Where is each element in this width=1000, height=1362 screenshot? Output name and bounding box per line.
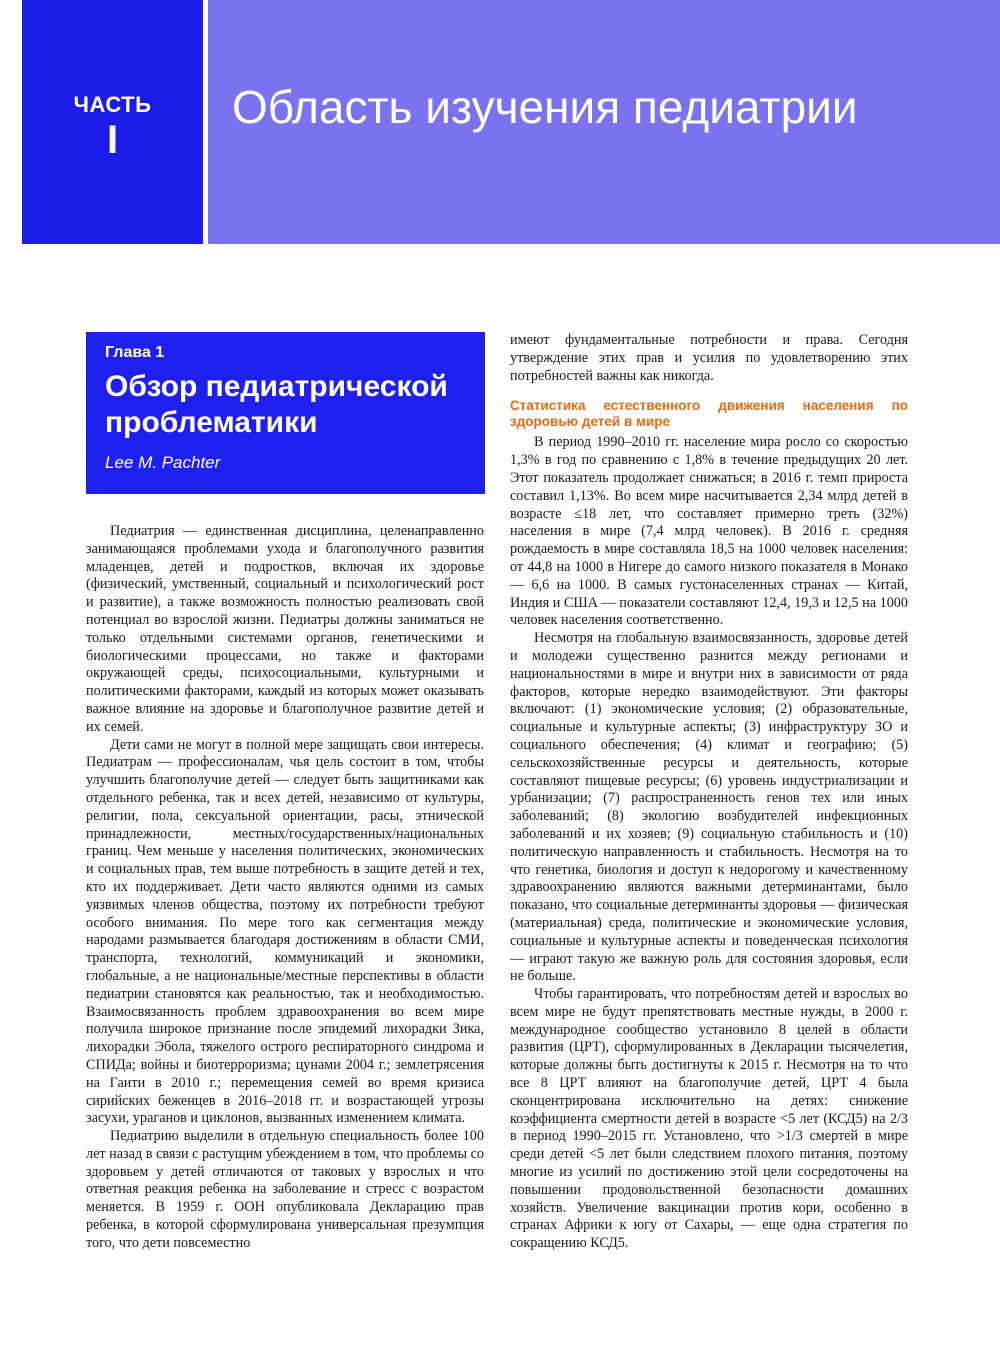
- chapter-header-box: [86, 332, 485, 494]
- body-paragraph: Дети сами не могут в полной мере защищать свои интересы. Педиатрам — профессионалам, чья цель состоит в том, чтобы улучшить благополучие детей — следует быть защитниками как отдельного ребенка, так и всех детей, независимо от культуры, религии, пола, сексуальной ориентации, расы, этнической принадлежности, местных/государственных/национальных границ. Чем меньше у населения политических, экономических и социальных прав, тем выше потребность в защите детей и тех, кто их поддерживает. Дети часто являются одними из самых уязвимых членов общества, поэтому их потребности требуют особого внимания. По мере того как сегментация между народами размывается благодаря достижениям в области СМИ, транспорта, технологий, коммуникаций и экономики, глобальные, а не национальные/местные перспективы в области педиатрии становятся как реальностью, так и необходимостью. Взаимосвязанность проблем здравоохранения во всем мире получила широкое признание после эпидемий лихорадки Зика, лихорадки Эбола, тяжелого острого респираторного синдрома и СПИДа; войны и биотерроризма; цунами 2004 г.; землетрясения на Гаити в 2010 г.; перемещения семей во время кризиса сирийских беженцев в 2016–2018 гг. и возрастающей угрозы засухи, ураганов и циклонов, вызванных изменением климата.: [86, 736, 484, 1127]
- part-label: ЧАСТЬ: [73, 92, 152, 117]
- part-banner-left: [22, 0, 203, 244]
- body-paragraph-continuation: имеют фундаментальные потребности и права. Сегодня утверждение этих прав и усилия по удовлетворению этих потребностей важны как никогда.: [510, 332, 908, 384]
- body-paragraph: Несмотря на глобальную взаимосвязанность, здоровье детей и молодежи существенно разнится между регионами и национальностями в мире и внутри них в зависимости от ряда факторов, которые нередко взаимодействуют. Эти факторы включают: (1) экономические условия; (2) образовательные, социальные и культурные аспекты; (3) инфраструктуру ЗО и социального обеспечения; (4) климат и географию; (5) сельскохозяйственные ресурсы и деятельность, которые составляют пищевые ресурсы; (6) уровень индустриализации и урбанизации; (7) распространенность генов тех или иных заболеваний; (8) экологию возбудителей инфекционных заболеваний и их хозяев; (9) социальную стабильность и (10) политическую направленность и стабильность. Несмотря на то что генетика, биология и доступ к недорогому и качественному здравоохранению являются важными детерминантами, было показано, что социальные детерминанты здоровья — физическая (материальная) среда, политические и экономические условия, социальные и культурные аспекты и поведенческая психология — играют такую же важную роль для состояния здоровья, если не больше.: [510, 630, 908, 985]
- right-text-column: [510, 332, 908, 1253]
- part-title: Область изучения педиатрии: [232, 81, 858, 133]
- part-banner-right: [208, 0, 1000, 244]
- chapter-label: Глава 1: [105, 344, 165, 361]
- left-text-column: [86, 523, 484, 1253]
- chapter-title: Обзор педиатрической проблематики: [105, 370, 448, 439]
- section-heading: Статистика естественного движения населения по здоровью детей в мире: [510, 398, 908, 430]
- part-number: I: [106, 118, 119, 162]
- chapter-author: Lee M. Pachter: [105, 453, 221, 472]
- body-paragraph: Педиатрия — единственная дисциплина, целенаправленно занимающаяся проблемами ухода и благополучного развития младенцев, детей и подростков, включая их здоровье (физический, умственный, социальный и психологический рост и развитие), а также возможность полностью реализовать свой потенциал во взрослой жизни. Педиатры должны заниматься не только отдельными системами органов, генетическими и биологическими процессами, но также и факторами окружающей среды, психосоциальными, культурными и политическими факторами, каждый из которых может оказывать важное влияние на здоровье и благополучное развитие детей и их семей.: [86, 523, 484, 735]
- body-paragraph: В период 1990–2010 гг. население мира росло со скоростью 1,3% в год по сравнению с 1,8% в течение предыдущих 20 лет. Этот показатель продолжает снижаться; в 2016 г. темп прироста составил 1,13%. Во всем мире насчитывается 2,34 млрд детей в возрасте ≤18 лет, что составляет примерно треть (32%) населения в мире (7,4 млрд человек). В 2016 г. средняя рождаемость в мире составляла 18,5 на 1000 человек населения: от 44,8 на 1000 в Нигере до самого низкого показателя в Монако — 6,6 на 1000. В самых густонаселенных странах — Китай, Индия и США — показатели составляют 12,4, 19,3 и 12,5 на 1000 человек населения соответственно.: [510, 434, 908, 629]
- body-paragraph: Педиатрию выделили в отдельную специальность более 100 лет назад в связи с растущим убеждением в том, что проблемы со здоровьем у детей отличаются от таковых у взрослых и что ответная реакция ребенка на заболевание и стресс с возрастом меняется. В 1959 г. ООН опубликовала Декларацию прав ребенка, в которой сформулирована универсальная презумпция того, что дети повсеместно: [86, 1128, 484, 1251]
- body-paragraph: Чтобы гарантировать, что потребностям детей и взрослых во всем мире не будут препятствовать местные нужды, в 2000 г. международное сообщество установило 8 целей в области развития (ЦРТ), сформулированных в Декларации тысячелетия, которые должны быть достигнуты к 2015 г. Несмотря на то что все 8 ЦРТ влияют на благополучие детей, ЦРТ 4 была сконцентрирована исключительно на детях: снижение коэффициента смертности детей в возрасте <5 лет (КСД5) на 2/3 в период 1990–2015 гг. Установлено, что >1/3 смертей в мире среди детей <5 лет были следствием плохого питания, поэтому многие из усилий по достижению этой цели сосредоточены на повышении продовольственной безопасности домашних хозяйств. Увеличение вакцинации против кори, особенно в странах Африки к югу от Сахары, — еще одна стратегия по сокращению КСД5.: [510, 986, 908, 1252]
